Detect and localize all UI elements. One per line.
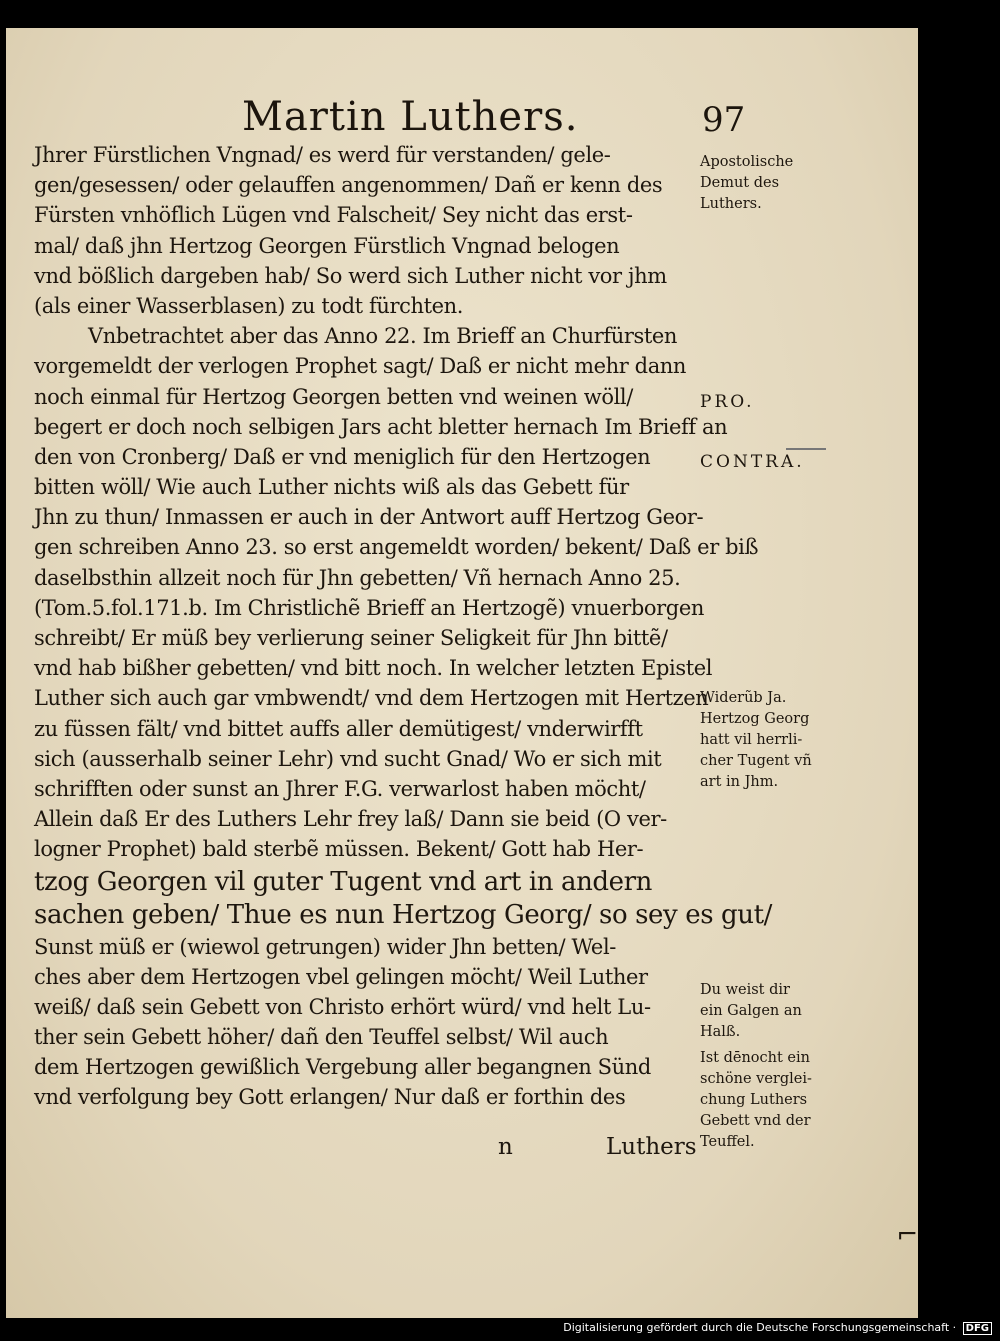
- text-line: den von Cronberg/ Daß er vnd meniglich für den Hertzogen: [34, 444, 651, 469]
- text-line: dem Hertzogen gewißlich Vergebung aller begangnen Sünd: [34, 1055, 651, 1080]
- text-line: Jhrer Fürstlichen Vngnad/ es werd für verstanden/ gele-: [34, 143, 611, 167]
- text-line: vnd bößlich dargeben hab/ So werd sich Luther nicht vor jhm: [34, 263, 667, 288]
- text-line: noch einmal für Hertzog Georgen betten vnd weinen wöll/: [34, 384, 633, 409]
- book-page: [6, 28, 918, 1318]
- margin-note-line: Hertzog Georg: [700, 711, 810, 727]
- margin-note-line: hatt vil herrli-: [700, 732, 803, 748]
- text-line: gen schreiben Anno 23. so erst angemeldt worden/ bekent/ Daß er biß: [34, 535, 759, 560]
- text-line: weiß/ daß sein Gebett von Christo erhört würd/ vnd helt Lu-: [34, 994, 651, 1019]
- corner-mark: ⌐: [896, 1220, 918, 1250]
- margin-note-line: Widerũb Ja.: [700, 690, 787, 706]
- text-line: sachen geben/ Thue es nun Hertzog Georg/ so sey es gut/: [34, 900, 772, 930]
- margin-note-line: cher Tugent vñ: [700, 753, 812, 769]
- margin-note-line: ein Galgen an: [700, 1003, 802, 1019]
- catchword: Luthers: [606, 1134, 697, 1160]
- text-line: Jhn zu thun/ Inmassen er auch in der Antwort auff Hertzog Geor-: [34, 505, 704, 530]
- text-line: Fürsten vnhöflich Lügen vnd Falscheit/ Sey nicht das erst-: [34, 203, 633, 228]
- text-line: ches aber dem Hertzogen vbel gelingen möcht/ Weil Luther: [34, 964, 648, 989]
- text-line: begert er doch noch selbigen Jars acht bletter hernach Im Brieff an: [34, 414, 728, 439]
- margin-note-line: Apostolische: [700, 154, 794, 170]
- signature-mark: n: [498, 1134, 513, 1160]
- text-line: Luther sich auch gar vmbwendt/ vnd dem Hertzogen mit Hertzen: [34, 686, 709, 711]
- text-line: mal/ daß jhn Hertzog Georgen Fürstlich Vngnad belogen: [34, 233, 620, 258]
- text-line: (als einer Wasserblasen) zu todt fürchten.: [34, 293, 464, 318]
- text-line: daselbsthin allzeit noch für Jhn gebetten/ Vñ hernach Anno 25.: [34, 565, 681, 590]
- margin-note-line: art in Jhm.: [700, 774, 779, 790]
- text-line: zu füssen fält/ vnd bittet auffs aller demütigest/ vnderwirfft: [34, 716, 643, 741]
- margin-note-line: chung Luthers: [700, 1092, 808, 1108]
- margin-note-line: Teuffel.: [700, 1134, 755, 1150]
- page-number: 97: [702, 100, 746, 140]
- text-line: bitten wöll/ Wie auch Luther nichts wiß als das Gebett für: [34, 475, 629, 500]
- dfg-logo: DFG: [963, 1322, 992, 1335]
- margin-marker-pro: PRO.: [700, 392, 755, 412]
- text-line: gen/gesessen/ oder gelauffen angenommen/ Dañ er kenn des: [34, 173, 663, 198]
- text-line: (Tom.5.fol.171.b. Im Christlichẽ Brieff an Hertzogẽ) vnuerborgen: [34, 595, 704, 620]
- text-line: vnd verfolgung bey Gott erlangen/ Nur daß er forthin des: [34, 1085, 626, 1110]
- text-line: Vnbetrachtet aber das Anno 22. Im Brieff an Churfürsten: [88, 324, 678, 349]
- margin-rule: [786, 448, 826, 450]
- text-line: tzog Georgen vil guter Tugent vnd art in andern: [34, 866, 653, 897]
- margin-note-comparison: [700, 1048, 850, 1153]
- margin-note-line: Demut des: [700, 175, 780, 191]
- text-line: Sunst müß er (wiewol getrungen) wider Jhn betten/ Wel-: [34, 934, 616, 959]
- running-title: Martin Luthers.: [242, 94, 579, 140]
- text-line: ther sein Gebett höher/ dañ den Teuffel selbst/ Wil auch: [34, 1025, 609, 1050]
- text-line: vnd hab bißher gebetten/ vnd bitt noch. In welcher letzten Epistel: [34, 656, 713, 681]
- margin-note-line: Gebett vnd der: [700, 1113, 811, 1129]
- text-line: logner Prophet) bald sterbẽ müssen. Bekent/ Gott hab Her-: [34, 837, 644, 862]
- credit-text: Digitalisierung gefördert durch die Deutsche Forschungsgemeinschaft ·: [563, 1321, 957, 1334]
- page-header: [6, 94, 918, 144]
- margin-note-line: Luthers.: [700, 196, 762, 212]
- text-line: schreibt/ Er müß bey verlierung seiner Seligkeit für Jhn bittẽ/: [34, 626, 668, 650]
- margin-note-line: Ist dēnocht ein: [700, 1050, 810, 1066]
- text-line: schrifften oder sunst an Jhrer F.G. verwarlost haben möcht/: [34, 776, 646, 801]
- digitization-credit: [563, 1321, 992, 1335]
- margin-note-line: schöne verglei-: [700, 1071, 812, 1087]
- margin-marker-contra: CONTRA.: [700, 452, 805, 472]
- margin-note-gallows: [700, 980, 850, 1043]
- text-line: vorgemeldt der verlogen Prophet sagt/ Daß er nicht mehr dann: [34, 354, 687, 379]
- margin-note-line: Du weist dir: [700, 982, 790, 998]
- text-line: Allein daß Er des Luthers Lehr frey laß/ Dann sie beid (O ver-: [34, 807, 667, 832]
- margin-note-apostolic-humility: [700, 152, 850, 215]
- margin-note-virtue: [700, 688, 850, 793]
- margin-note-line: Halß.: [700, 1024, 741, 1040]
- text-line: sich (ausserhalb seiner Lehr) vnd sucht Gnad/ Wo er sich mit: [34, 746, 662, 771]
